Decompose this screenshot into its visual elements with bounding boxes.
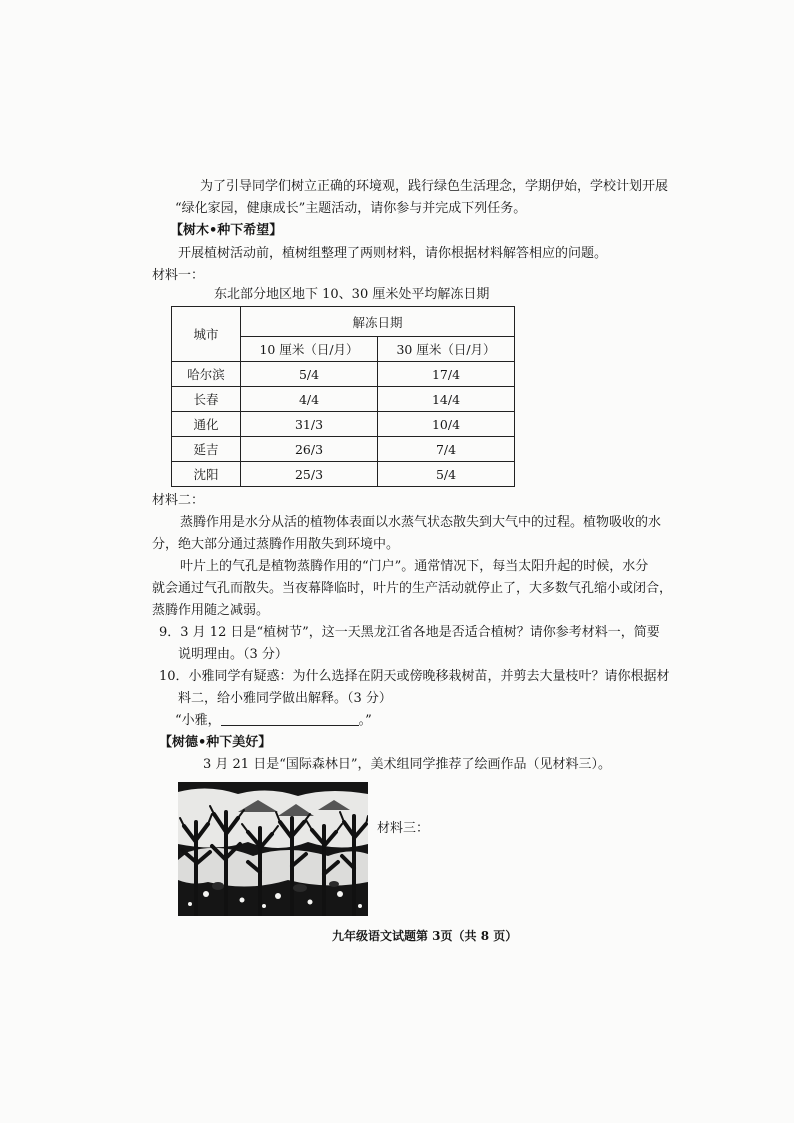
question-10-line2: 料二，给小雅同学做出解释。（3 分） xyxy=(178,691,392,706)
section-lead-2: 3 月 21 日是“国际森林日”，美术组同学推荐了绘画作品（见材料三）。 xyxy=(203,757,612,772)
material-2-p2-line3: 蒸腾作用随之减弱。 xyxy=(152,603,270,618)
date-30cm-cell: 14/4 xyxy=(378,387,515,412)
date-10cm-cell: 25/3 xyxy=(241,462,378,487)
city-cell: 通化 xyxy=(172,412,241,437)
question-10-line1: 10．小雅同学有疑惑：为什么选择在阴天或傍晚移栽树苗，并剪去大量枝叶？请你根据材 xyxy=(159,669,670,684)
header-thaw-date: 解冻日期 xyxy=(241,307,515,337)
table-row xyxy=(172,362,515,387)
thaw-date-table xyxy=(171,306,515,487)
table-row xyxy=(172,462,515,487)
intro-line-1: 为了引导同学们树立正确的环境观，践行绿色生活理念，学期伊始，学校计划开展 xyxy=(200,179,669,194)
answer-suffix: 。” xyxy=(358,713,372,728)
material-1-label: 材料一： xyxy=(152,268,205,283)
page-footer: 九年级语文试题第 3页（共 8 页） xyxy=(332,929,518,943)
city-cell: 沈阳 xyxy=(172,462,241,487)
table-row xyxy=(172,437,515,462)
forest-painting-svg xyxy=(178,782,368,916)
date-30cm-cell: 7/4 xyxy=(378,437,515,462)
section-heading-1: 【树木•种下希望】 xyxy=(170,223,283,238)
section-heading-2: 【树德•种下美好】 xyxy=(159,735,272,750)
city-cell: 长春 xyxy=(172,387,241,412)
header-10cm: 10 厘米（日/月） xyxy=(241,337,378,362)
question-10-answer-line xyxy=(175,712,372,730)
table-row xyxy=(172,387,515,412)
material-2-p1-line1: 蒸腾作用是水分从活的植物体表面以水蒸气状态散失到大气中的过程。植物吸收的水 xyxy=(180,515,662,530)
table-row xyxy=(172,412,515,437)
date-10cm-cell: 26/3 xyxy=(241,437,378,462)
date-30cm-cell: 10/4 xyxy=(378,412,515,437)
section-lead-1: 开展植树活动前，植树组整理了两则材料，请你根据材料解答相应的问题。 xyxy=(178,246,608,261)
date-10cm-cell: 31/3 xyxy=(241,412,378,437)
material-3-label: 材料三： xyxy=(377,821,430,836)
header-city: 城市 xyxy=(172,307,241,362)
material-2-p2-line2: 就会通过气孔而散失。当夜幕降临时，叶片的生产活动就停止了，大多数气孔缩小或闭合， xyxy=(152,581,673,596)
question-9-line1: 9．3 月 12 日是“植树节”，这一天黑龙江省各地是否适合植树？请你参考材料一，简要 xyxy=(159,625,660,640)
date-10cm-cell: 5/4 xyxy=(241,362,378,387)
intro-line-2: “绿化家园，健康成长”主题活动，请你参与并完成下列任务。 xyxy=(175,201,527,216)
date-10cm-cell: 4/4 xyxy=(241,387,378,412)
header-30cm: 30 厘米（日/月） xyxy=(378,337,515,362)
material-2-label: 材料二： xyxy=(152,493,205,508)
date-30cm-cell: 17/4 xyxy=(378,362,515,387)
answer-blank[interactable] xyxy=(221,712,359,726)
table-title: 东北部分地区地下 10、30 厘米处平均解冻日期 xyxy=(214,287,490,302)
material-2-p1-line2: 分，绝大部分通过蒸腾作用散失到环境中。 xyxy=(152,537,400,552)
date-30cm-cell: 5/4 xyxy=(378,462,515,487)
city-cell: 哈尔滨 xyxy=(172,362,241,387)
question-9-line2: 说明理由。（3 分） xyxy=(178,647,288,662)
answer-prefix: “小雅， xyxy=(175,713,221,728)
forest-painting-image xyxy=(178,782,368,916)
material-2-p2-line1: 叶片上的气孔是植物蒸腾作用的“门户”。通常情况下，每当太阳升起的时候，水分 xyxy=(180,559,649,574)
city-cell: 延吉 xyxy=(172,437,241,462)
